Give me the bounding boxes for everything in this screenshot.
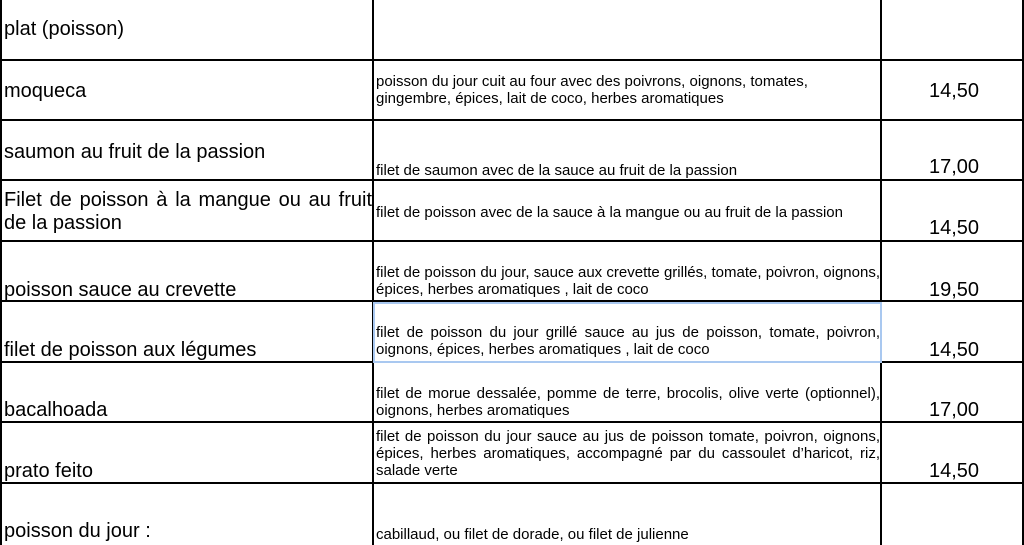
- dish-name[interactable]: bacalhoada: [4, 399, 108, 421]
- dish-name[interactable]: moqueca: [4, 80, 87, 102]
- dish-description[interactable]: cabillaud, ou filet de dorade, ou filet de julienne: [376, 526, 689, 543]
- dish-description[interactable]: filet de poisson avec de la sauce à la mangue ou au fruit de la passion: [376, 204, 843, 221]
- dish-price[interactable]: 14,50: [928, 339, 980, 361]
- dish-price[interactable]: 14,50: [928, 460, 980, 482]
- grid-line: [0, 59, 1024, 61]
- dish-description[interactable]: filet de saumon avec de la sauce au fruit de la passion: [376, 162, 738, 179]
- dish-description[interactable]: filet de poisson du jour sauce au jus de poisson tomate, poivron, oignons, épices, herbes aromatiques, accompagné par du cassoulet d’haricot, riz, salade verte: [376, 428, 880, 479]
- dish-name[interactable]: poisson du jour :: [4, 520, 151, 542]
- grid-line: [880, 0, 882, 545]
- dish-price[interactable]: 19,50: [928, 279, 980, 301]
- dish-description[interactable]: filet de poisson du jour, sauce aux crevette grillés, tomate, poivron, oignons, épices, herbes aromatiques , lait de coco: [376, 264, 880, 298]
- dish-name[interactable]: prato feito: [4, 460, 93, 482]
- grid-line: [0, 119, 1024, 121]
- dish-price[interactable]: 17,00: [928, 399, 980, 421]
- dish-name[interactable]: saumon au fruit de la passion: [4, 141, 266, 163]
- section-title[interactable]: plat (poisson): [4, 18, 125, 40]
- grid-line: [372, 0, 374, 545]
- dish-price[interactable]: 14,50: [928, 80, 980, 102]
- grid-line: [0, 179, 1024, 181]
- dish-price[interactable]: 17,00: [928, 156, 980, 178]
- dish-price[interactable]: 14,50: [928, 217, 980, 239]
- dish-name[interactable]: Filet de poisson à la mangue ou au fruit de la passion: [4, 189, 372, 234]
- dish-name[interactable]: filet de poisson aux légumes: [4, 339, 257, 361]
- grid-line: [0, 0, 2, 545]
- dish-description[interactable]: filet de morue dessalée, pomme de terre, brocolis, olive verte (optionnel), oignons, herbes aromatiques: [376, 385, 880, 419]
- dish-description[interactable]: filet de poisson du jour grillé sauce au jus de poisson, tomate, poivron, oignons, épices, herbes aromatiques , lait de coco: [376, 324, 880, 358]
- dish-description[interactable]: poisson du jour cuit au four avec des poivrons, oignons, tomates, gingembre, épices, lait de coco, herbes aromatiques: [376, 73, 808, 107]
- grid-line: [0, 240, 1024, 242]
- dish-name[interactable]: poisson sauce au crevette: [4, 279, 237, 301]
